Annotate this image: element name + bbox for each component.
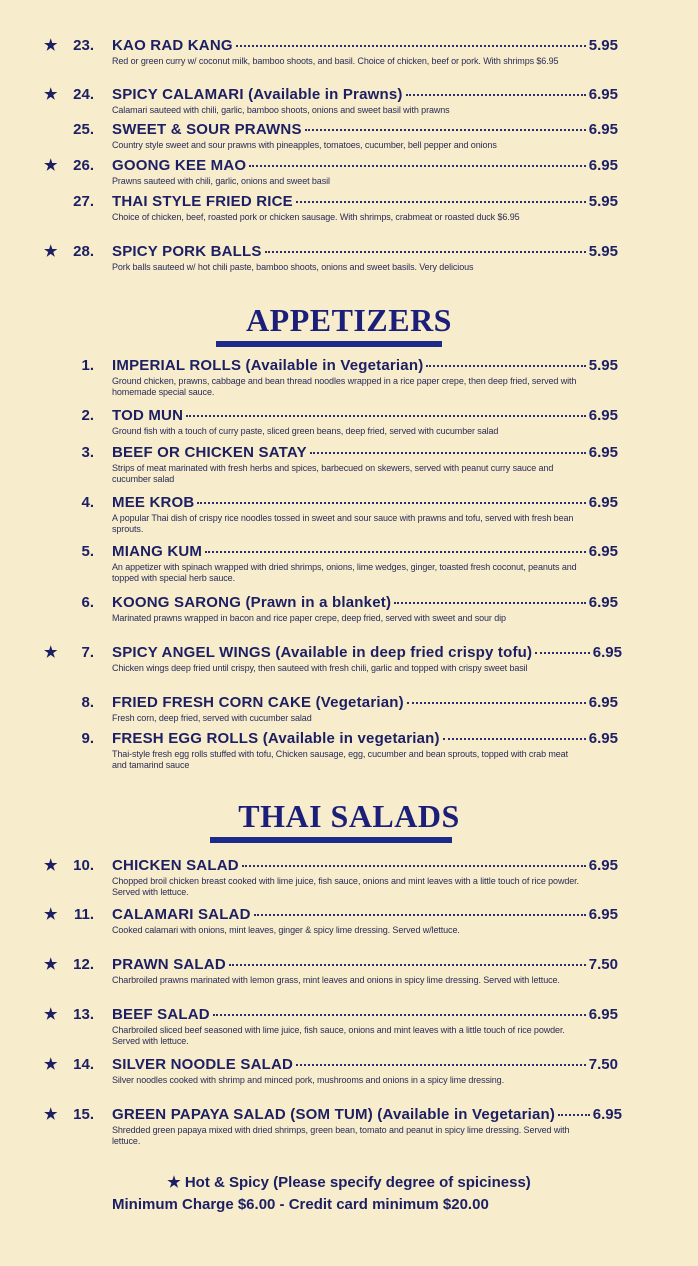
dot-leader: [249, 165, 586, 167]
item-name: CHICKEN SALAD: [112, 857, 239, 874]
item-price: 5.95: [588, 243, 618, 260]
item-description: Silver noodles cooked with shrimp and minced pork, mushrooms and onions in a spicy lime dressing.: [112, 1075, 504, 1085]
item-name: GREEN PAPAYA SALAD (SOM TUM) (Available in Vegetarian): [112, 1106, 556, 1123]
dot-leader: [407, 702, 586, 704]
item-price: 6.95: [588, 906, 618, 923]
dot-leader: [443, 738, 586, 740]
item-description: Calamari sauteed with chili, garlic, bamboo shoots, onions and sweet basil with prawns: [112, 105, 450, 115]
item-number: 14.: [73, 1056, 94, 1073]
item-number: 7.: [81, 644, 94, 661]
item-description: Fresh corn, deep fried, served with cucumber salad: [112, 713, 312, 723]
thai-salads-heading: THAI SALADS: [238, 798, 460, 834]
item-name: FRIED FRESH CORN CAKE (Vegetarian): [112, 694, 404, 711]
item-name: KOONG SARONG (Prawn in a blanket): [112, 594, 392, 611]
item-name: GOONG KEE MAO: [112, 157, 247, 174]
item-name: BEEF SALAD: [112, 1006, 210, 1023]
spicy-star-icon: ★: [44, 157, 58, 174]
dot-leader: [310, 452, 586, 454]
item-number: 27.: [73, 193, 94, 210]
item-name: THAI STYLE FRIED RICE: [112, 193, 293, 210]
item-name: MEE KROB: [112, 494, 195, 511]
item-description: Country style sweet and sour prawns with pineapples, tomatoes, cucumber, bell pepper and onions: [112, 140, 497, 150]
item-number: 1.: [81, 357, 94, 374]
item-price: 6.95: [592, 644, 622, 661]
item-number: 6.: [81, 594, 94, 611]
item-price: 6.95: [592, 1106, 622, 1123]
item-price: 6.95: [588, 594, 618, 611]
spicy-star-icon: ★: [44, 86, 58, 103]
item-name: CALAMARI SALAD: [112, 906, 251, 923]
dot-leader: [229, 964, 586, 966]
dot-leader: [242, 865, 586, 867]
item-name: KAO RAD KANG: [112, 37, 233, 54]
item-number: 26.: [73, 157, 94, 174]
spicy-star-icon: ★: [44, 37, 58, 54]
item-number: 11.: [73, 906, 94, 923]
item-price: 6.95: [588, 1006, 618, 1023]
item-description: Chopped broil chicken breast cooked with lime juice, fish sauce, onions and mint leaves with a little touch of rice powder. Served with lettuce.: [112, 876, 579, 897]
item-price: 6.95: [588, 857, 618, 874]
spicy-star-icon: ★: [44, 1106, 58, 1123]
item-number: 25.: [73, 121, 94, 138]
item-number: 28.: [73, 243, 94, 260]
appetizers-heading: APPETIZERS: [246, 302, 452, 338]
item-description: An appetizer with spinach wrapped with dried shrimps, onions, lime wedges, ginger, toasted fresh coconut, peanuts and topped with special herb sauce.: [112, 562, 577, 583]
item-number: 2.: [81, 407, 94, 424]
heading-underline: [210, 837, 452, 843]
item-description: Charbroiled prawns marinated with lemon grass, mint leaves and onions in spicy lime dressing. Served with lettuce.: [112, 975, 560, 985]
item-price: 6.95: [588, 494, 618, 511]
dot-leader: [254, 914, 586, 916]
item-name: SPICY ANGEL WINGS (Available in deep fried crispy tofu): [112, 644, 533, 661]
item-description: Marinated prawns wrapped in bacon and rice paper crepe, deep fried, served with sweet and sour dip: [112, 613, 506, 623]
spicy-star-icon: ★: [44, 906, 58, 923]
dot-leader: [558, 1114, 590, 1116]
spicy-star-icon: ★: [44, 1056, 58, 1073]
item-name: SPICY CALAMARI (Available in Prawns): [112, 86, 403, 103]
item-description: Cooked calamari with onions, mint leaves, ginger & spicy lime dressing. Served w/lettuce.: [112, 925, 460, 935]
item-number: 8.: [81, 694, 94, 711]
spicy-star-icon: ★: [44, 1006, 58, 1023]
item-number: 15.: [73, 1106, 94, 1123]
dot-leader: [305, 129, 586, 131]
dot-leader: [197, 502, 585, 504]
item-description: Ground fish with a touch of curry paste, sliced green beans, deep fried, served with cucumber salad: [112, 426, 499, 436]
dot-leader: [236, 45, 586, 47]
item-price: 5.95: [588, 357, 618, 374]
item-name: BEEF OR CHICKEN SATAY: [112, 444, 307, 461]
spicy-legend: ★ Hot & Spicy (Please specify degree of spiciness): [167, 1174, 531, 1191]
dot-leader: [213, 1014, 586, 1016]
item-price: 6.95: [588, 543, 618, 560]
item-price: 6.95: [588, 121, 618, 138]
item-number: 13.: [73, 1006, 94, 1023]
item-description: Choice of chicken, beef, roasted pork or chicken sausage. With shrimps, crabmeat or roasted duck $6.95: [112, 212, 520, 222]
dot-leader: [265, 251, 586, 253]
item-name: SWEET & SOUR PRAWNS: [112, 121, 302, 138]
item-name: FRESH EGG ROLLS (Available in vegetarian): [112, 730, 440, 747]
dot-leader: [394, 602, 586, 604]
item-price: 5.95: [588, 37, 618, 54]
spicy-star-icon: ★: [44, 644, 58, 661]
item-description: Chicken wings deep fried until crispy, then sauteed with fresh chili, garlic and topped with crispy sweet basil: [112, 663, 528, 673]
dot-leader: [426, 365, 585, 367]
dot-leader: [535, 652, 590, 654]
spicy-star-icon: ★: [44, 857, 58, 874]
spicy-star-icon: ★: [44, 243, 58, 260]
item-number: 4.: [81, 494, 94, 511]
item-name: SPICY PORK BALLS: [112, 243, 262, 260]
item-number: 9.: [81, 730, 94, 747]
item-description: Red or green curry w/ coconut milk, bamboo shoots, and basil. Choice of chicken, beef or pork. With shrimps $6.95: [112, 56, 559, 66]
item-name: MIANG KUM: [112, 543, 203, 560]
item-description: Prawns sauteed with chili, garlic, onions and sweet basil: [112, 176, 330, 186]
item-number: 12.: [73, 956, 94, 973]
item-description: A popular Thai dish of crispy rice noodles tossed in sweet and sour sauce with prawns and tofu, served with fresh bean sprouts.: [112, 513, 574, 534]
item-description: Ground chicken, prawns, cabbage and bean thread noodles wrapped in a rice paper crepe, then deep fried, served with homemade special sauce.: [112, 376, 577, 397]
spicy-star-icon: ★: [44, 956, 58, 973]
item-number: 3.: [81, 444, 94, 461]
item-price: 7.50: [588, 956, 618, 973]
item-description: Shredded green papaya mixed with dried shrimps, green bean, tomato and peanut in spicy lime dressing. Served with lettuce.: [112, 1125, 570, 1146]
item-description: Pork balls sauteed w/ hot chili paste, bamboo shoots, onions and sweet basils. Very delicious: [112, 262, 474, 272]
item-name: TOD MUN: [112, 407, 184, 424]
item-number: 24.: [73, 86, 94, 103]
item-description: Strips of meat marinated with fresh herbs and spices, barbecued on skewers, served with peanut curry sauce and cucumber salad: [112, 463, 554, 484]
dot-leader: [406, 94, 586, 96]
item-name: IMPERIAL ROLLS (Available in Vegetarian): [112, 357, 424, 374]
item-name: SILVER NOODLE SALAD: [112, 1056, 294, 1073]
item-number: 10.: [73, 857, 94, 874]
item-price: 6.95: [588, 730, 618, 747]
heading-underline: [216, 341, 442, 347]
item-price: 6.95: [588, 407, 618, 424]
item-price: 5.95: [588, 193, 618, 210]
dot-leader: [186, 415, 586, 417]
dot-leader: [296, 201, 586, 203]
item-price: 6.95: [588, 86, 618, 103]
item-description: Thai-style fresh egg rolls stuffed with tofu, Chicken sausage, egg, cucumber and bean sprouts, topped with crab meat and tamarind sauce: [112, 749, 568, 770]
item-price: 7.50: [588, 1056, 618, 1073]
item-price: 6.95: [588, 157, 618, 174]
dot-leader: [296, 1064, 586, 1066]
item-description: Charbroiled sliced beef seasoned with lime juice, fish sauce, onions and mint leaves with a little touch of rice powder. Served with lettuce.: [112, 1025, 565, 1046]
dot-leader: [205, 551, 586, 553]
minimum-charge-note: Minimum Charge $6.00 - Credit card minimum $20.00: [112, 1196, 489, 1213]
item-price: 6.95: [588, 444, 618, 461]
item-number: 23.: [73, 37, 94, 54]
item-price: 6.95: [588, 694, 618, 711]
item-name: PRAWN SALAD: [112, 956, 226, 973]
item-number: 5.: [81, 543, 94, 560]
